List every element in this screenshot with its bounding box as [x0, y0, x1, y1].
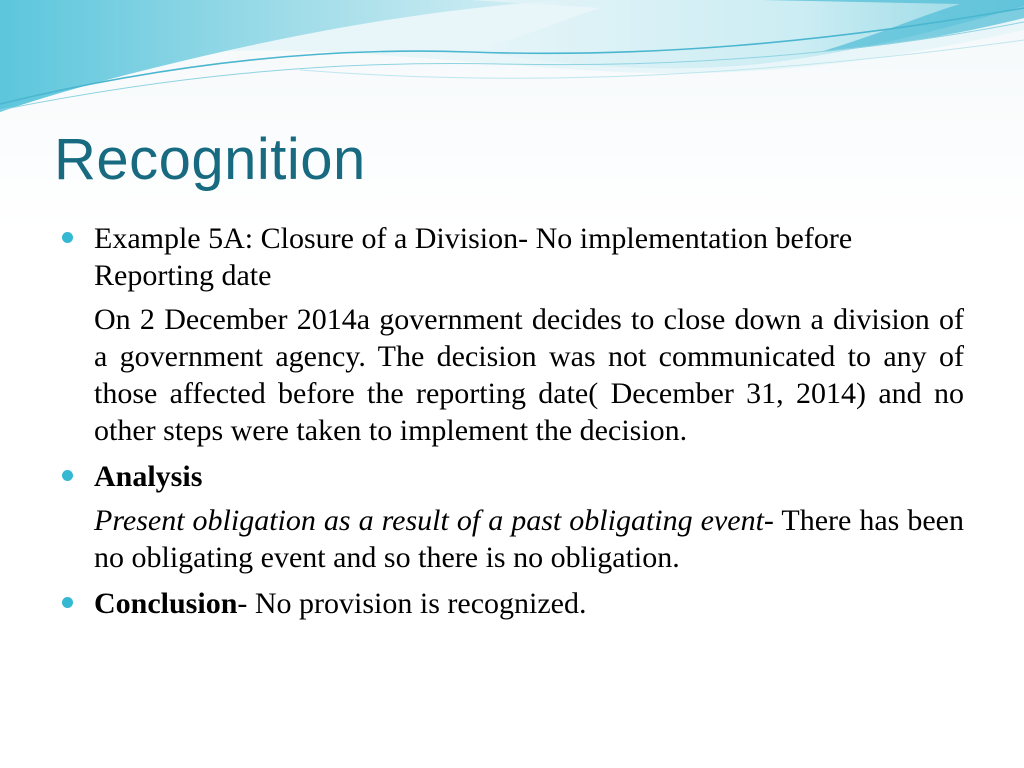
header-wave-decoration — [0, 0, 1024, 130]
analysis-rest-text: - There has been no obligating event and so there is no obligation. — [94, 504, 965, 574]
bullet-item-conclusion — [60, 585, 964, 622]
bullet-item-analysis — [60, 458, 964, 495]
analysis-body — [60, 502, 964, 576]
bullet-icon — [62, 470, 73, 481]
slide-content — [60, 220, 964, 622]
analysis-heading: Analysis — [94, 460, 203, 493]
bullet-item-example — [60, 220, 964, 294]
example-body: On 2 December 2014a government decides to close down a division of a government agency. The decision was not communicated to any of those affected before the reporting date( December 31, 2014) and no other steps were taken to implement the decision. — [94, 303, 964, 447]
analysis-italic-text: Present obligation as a result of a past obligating event — [94, 504, 764, 537]
example-heading: Example 5A: Closure of a Division- No implementation before Reporting date — [94, 222, 853, 292]
conclusion-heading: Conclusion — [94, 587, 238, 620]
slide-title: Recognition — [54, 127, 366, 192]
bullet-icon — [62, 597, 73, 608]
conclusion-text: - No provision is recognized. — [237, 587, 587, 620]
bullet-icon — [62, 232, 73, 243]
